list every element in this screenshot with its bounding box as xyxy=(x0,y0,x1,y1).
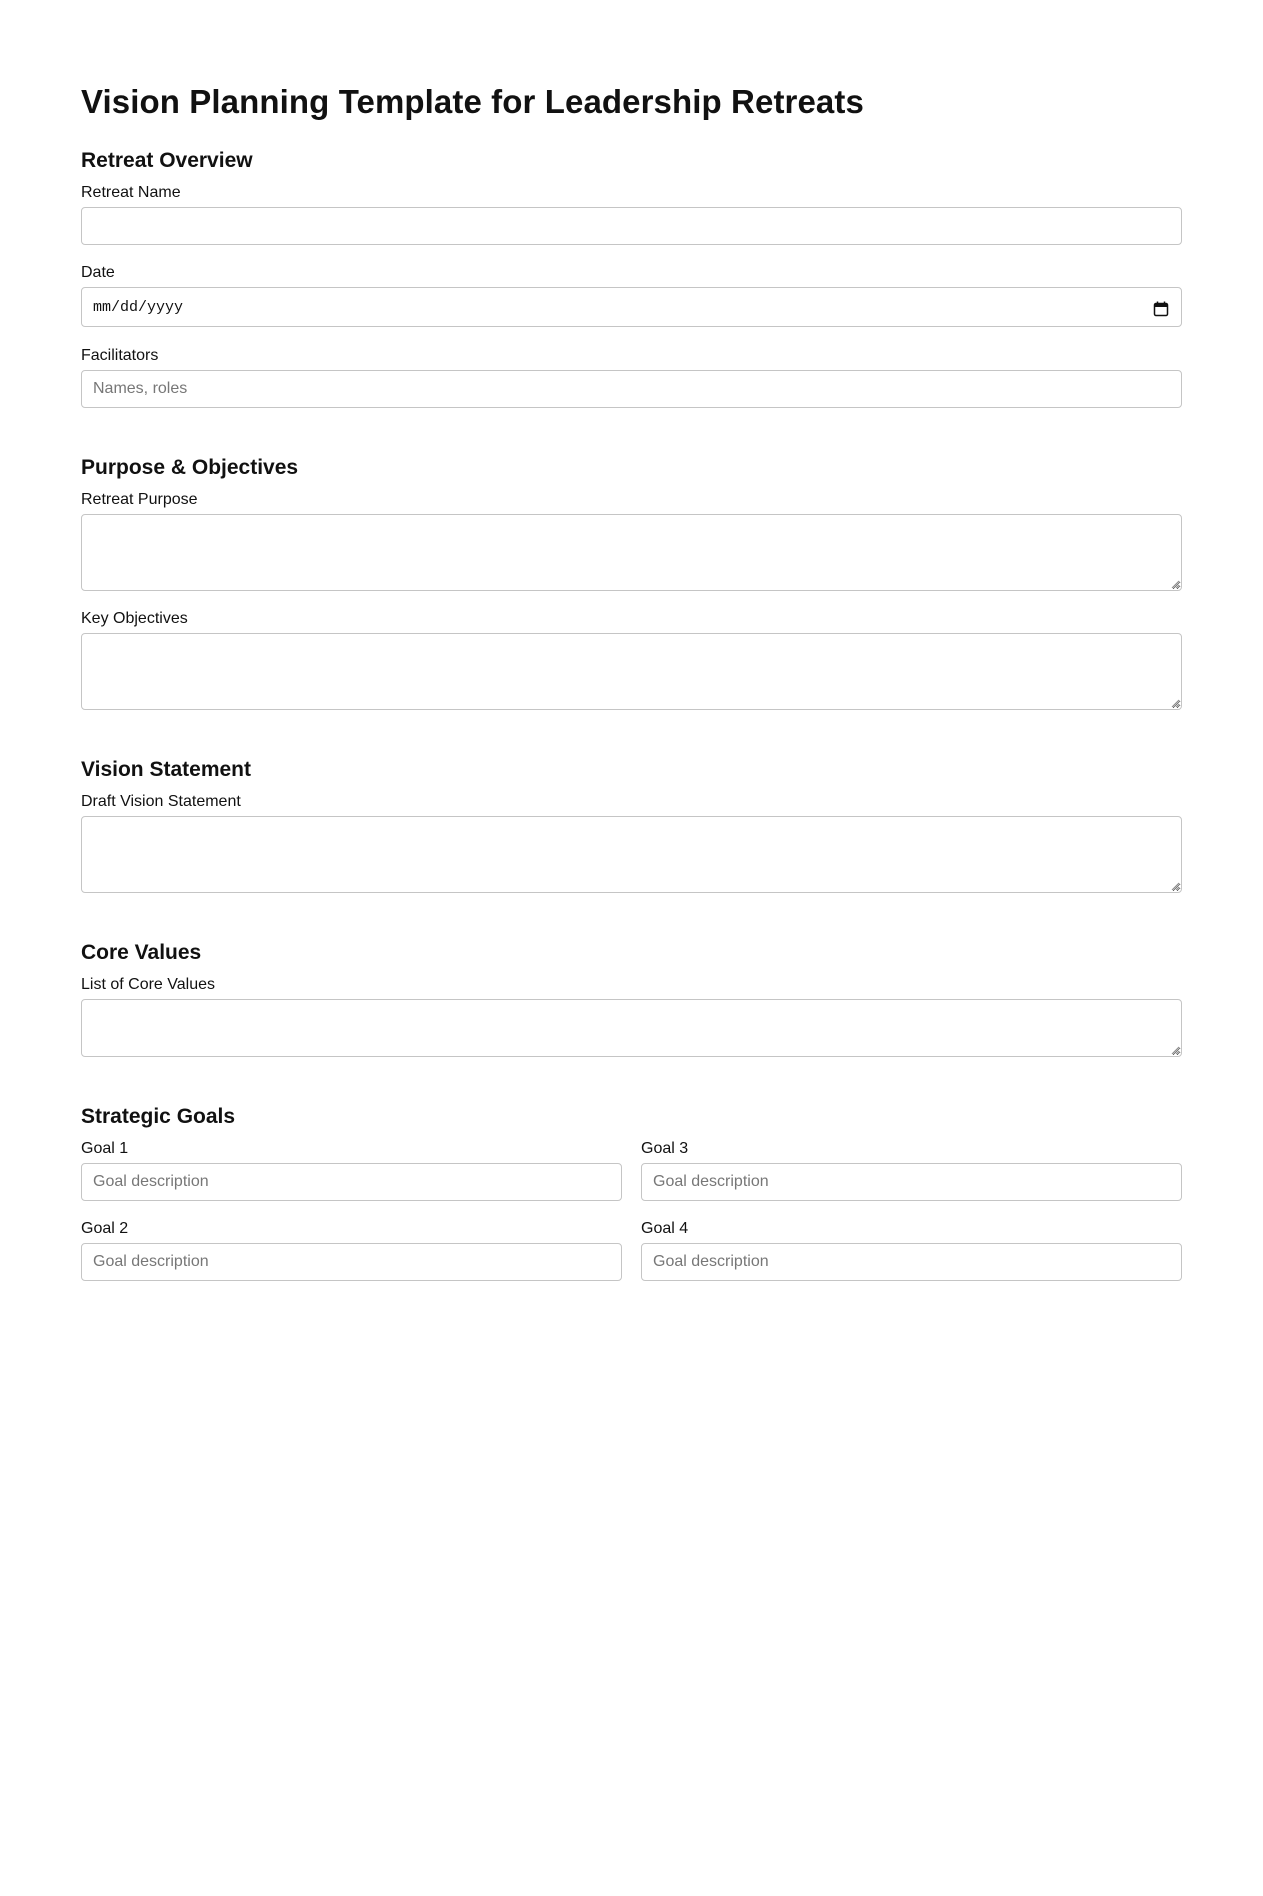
retreat-purpose-label: Retreat Purpose xyxy=(81,491,198,508)
draft-vision-statement-wrapper xyxy=(81,816,1182,893)
goal-3-label: Goal 3 xyxy=(641,1140,689,1157)
goal-4-label: Goal 4 xyxy=(641,1220,689,1237)
core-values-textarea[interactable] xyxy=(81,999,1182,1057)
key-objectives-wrapper xyxy=(81,633,1182,710)
goal-2-label: Goal 2 xyxy=(81,1220,129,1237)
core-values-label: List of Core Values xyxy=(81,976,215,993)
date-label: Date xyxy=(81,264,115,281)
retreat-name-input[interactable] xyxy=(81,207,1182,245)
facilitators-label: Facilitators xyxy=(81,347,159,364)
page-title: Vision Planning Template for Leadership Retreats xyxy=(81,83,864,120)
retreat-name-label: Retreat Name xyxy=(81,184,181,201)
retreat-purpose-textarea[interactable] xyxy=(81,514,1182,591)
section-heading-strategic-goals: Strategic Goals xyxy=(81,1105,236,1128)
date-placeholder: mm/dd/yyyy xyxy=(93,299,184,316)
goal-2-input[interactable] xyxy=(81,1243,622,1281)
draft-vision-statement-textarea[interactable] xyxy=(81,816,1182,893)
section-heading-core-values: Core Values xyxy=(81,941,202,964)
section-heading-retreat-overview: Retreat Overview xyxy=(81,149,253,172)
goal-1-label: Goal 1 xyxy=(81,1140,129,1157)
date-input[interactable] xyxy=(81,287,1182,327)
goal-3-input[interactable] xyxy=(641,1163,1182,1201)
section-heading-purpose-objectives: Purpose & Objectives xyxy=(81,456,299,479)
retreat-purpose-wrapper xyxy=(81,514,1182,591)
goal-4-input[interactable] xyxy=(641,1243,1182,1281)
core-values-wrapper xyxy=(81,999,1182,1057)
section-heading-vision-statement: Vision Statement xyxy=(81,758,251,781)
goal-1-input[interactable] xyxy=(81,1163,622,1201)
facilitators-input[interactable] xyxy=(81,370,1182,408)
calendar-icon[interactable] xyxy=(1153,301,1169,317)
draft-vision-statement-label: Draft Vision Statement xyxy=(81,793,241,810)
key-objectives-textarea[interactable] xyxy=(81,633,1182,710)
key-objectives-label: Key Objectives xyxy=(81,610,188,627)
